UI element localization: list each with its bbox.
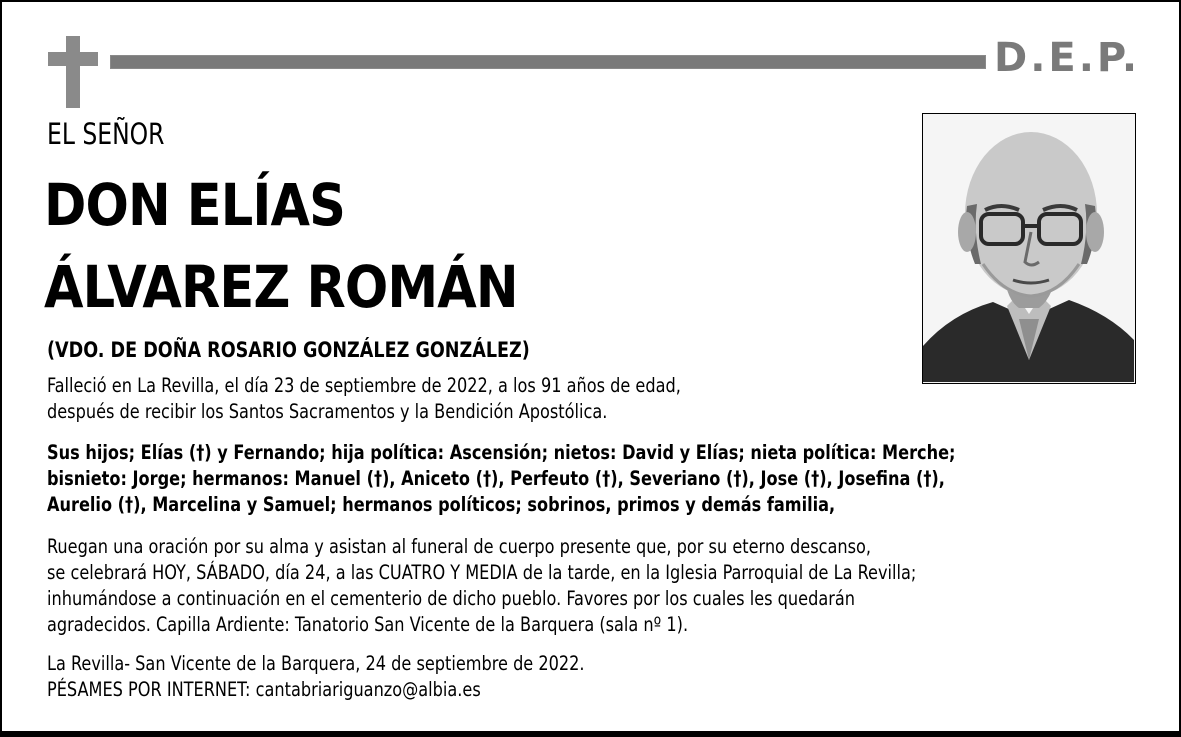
condolences-email: PÉSAMES POR INTERNET: cantabriariguanzo@albia.es — [47, 678, 481, 701]
cross-icon — [66, 36, 80, 108]
funeral-line: inhumándose a continuación en el cementerio de dicho pueblo. Favores por los cuales les quedarán — [47, 587, 855, 610]
family-line: Sus hijos; Elías (†) y Fernando; hija política: Ascensión; nietos: David y Elías; nieta política: Merche; — [47, 441, 956, 464]
funeral-line: Ruegan una oración por su alma y asistan al funeral de cuerpo presente que, por su eterno descanso, — [47, 535, 872, 558]
family-line: bisnieto: Jorge; hermanos: Manuel (†), Aniceto (†), Perfeuto (†), Severiano (†), Jose (†), Josefina (†), — [47, 467, 945, 490]
dep-label: D.E.P. — [994, 35, 1141, 81]
deceased-name — [44, 164, 518, 328]
family-list — [47, 440, 956, 518]
deceased-name-line1: DON ELÍAS — [44, 171, 345, 239]
deceased-title: EL SEÑOR — [47, 117, 165, 151]
funeral-line: se celebrará HOY, SÁBADO, día 24, a las CUATRO Y MEDIA de la tarde, en la Iglesia Parroquial de La Revilla; — [47, 561, 917, 584]
footer — [47, 651, 585, 703]
widower-of: (VDO. DE DOÑA ROSARIO GONZÁLEZ GONZÁLEZ) — [47, 338, 530, 362]
deceased-name-line2: ÁLVAREZ ROMÁN — [44, 253, 518, 321]
family-line: Aurelio (†), Marcelina y Samuel; hermanos políticos; sobrinos, primos y demás familia, — [47, 493, 836, 516]
portrait-photo-icon — [923, 114, 1134, 382]
cross-icon-bar — [48, 52, 98, 66]
death-info — [47, 373, 681, 425]
death-info-line: Falleció en La Revilla, el día 23 de septiembre de 2022, a los 91 años de edad, — [47, 374, 681, 397]
funeral-line: agradecidos. Capilla Ardiente: Tanatorio San Vicente de la Barquera (sala nº 1). — [47, 613, 689, 636]
funeral-info — [47, 534, 916, 638]
portrait-photo — [922, 113, 1136, 384]
death-info-line: después de recibir los Santos Sacramentos y la Bendición Apostólica. — [47, 400, 608, 423]
header-rule — [110, 55, 986, 69]
place-date: La Revilla- San Vicente de la Barquera, 24 de septiembre de 2022. — [47, 652, 585, 675]
